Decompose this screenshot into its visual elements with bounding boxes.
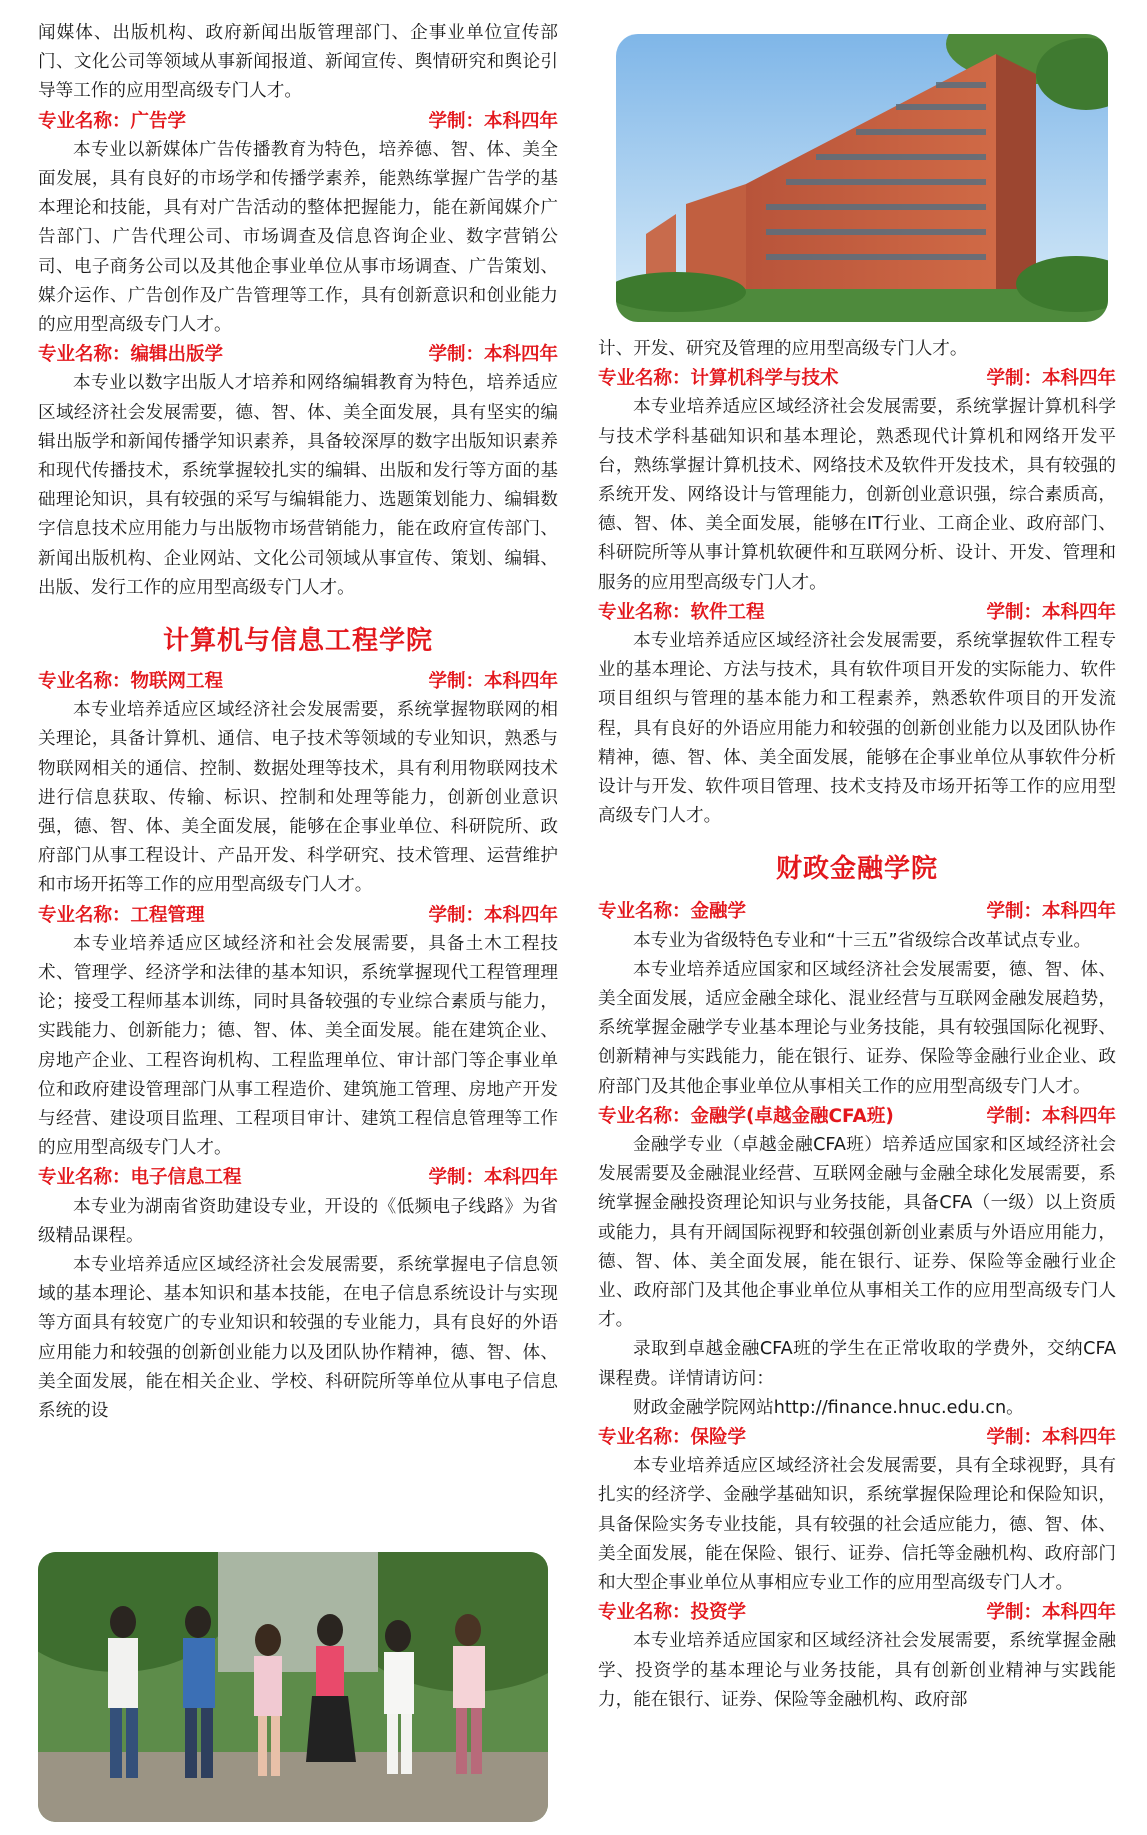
major-duration: 学制：本科四年 bbox=[986, 1427, 1116, 1449]
right-column bbox=[598, 335, 1116, 1715]
major-block bbox=[598, 1102, 1116, 1423]
major-description: 本专业培养适应区域经济社会发展需要，系统掌握电子信息领域的基本理论、基本知识和基本技能，在电子信息系统设计与实现等方面具有较宽广的专业知识和较强的专业能力，具有良好的外语应用能力和较强的创新创业能力以及团队协作精神，德、智、体、美全面发展，能在相关企业、学校、科研院所等单位从事电子信息系统的设 bbox=[38, 1255, 558, 1422]
major-description: 本专业培养适应区域经济和社会发展需要，具备土木工程技术、管理学、经济学和法律的基本知识，系统掌握现代工程管理理论；接受工程师基本训练，同时具备较强的专业综合素质与能力，实践能力、创新能力；德、智、体、美全面发展。能在建筑企业、房地产企业、工程咨询机构、工程监理单位、审计部门等企事业单位和政府建设管理部门从事工程造价、建筑施工管理、房地产开发与经营、建设项目监理、工程项目审计、建筑工程信息管理等工作的应用型高级专门人才。 bbox=[38, 933, 558, 1159]
major-description: 本专业为湖南省资助建设专业，开设的《低频电子线路》为省级精品课程。 bbox=[38, 1196, 558, 1246]
left-column bbox=[38, 19, 558, 1426]
major-duration: 学制：本科四年 bbox=[986, 1602, 1116, 1624]
major-description: 本专业培养适应区域经济社会发展需要，系统掌握计算机科学与技术学科基础知识和基本理论，熟悉现代计算机和网络开发平台，熟练掌握计算机技术、网络技术及软件开发技术，具有较强的系统开发、网络设计与管理能力，创新创业意识强，综合素质高，德、智、体、美全面发展，能够在IT行业、工商企业、政府部门、科研院所等从事计算机软硬件和互联网分析、设计、开发、管理和服务的应用型高级专门人才。 bbox=[598, 397, 1116, 593]
major-duration: 学制：本科四年 bbox=[986, 601, 1116, 623]
major-description: 本专业以数字出版人才培养和网络编辑教育为特色，培养适应区域经济社会发展需要，德、智、体、美全面发展，具有坚实的编辑出版学和新闻传播学知识素养，具备较深厚的数字出版知识素养和现代传播技术，系统掌握较扎实的编辑、出版和发行等方面的基础理论知识，具有较强的采写与编辑能力、选题策划能力、编辑数字信息技术应用能力与出版物市场营销能力，能在政府宣传部门、新闻出版机构、企业网站、文化公司领域从事宣传、策划、编辑、出版、发行工作的应用型高级专门人才。 bbox=[38, 373, 558, 598]
major-block bbox=[38, 340, 558, 603]
major-block bbox=[598, 1423, 1116, 1598]
major-name: 专业名称：金融学(卓越金融CFA班) bbox=[598, 1105, 894, 1127]
college-title: 计算机与信息工程学院 bbox=[162, 626, 433, 657]
major-description: 金融学专业（卓越金融CFA班）培养适应国家和区域经济社会发展需要及金融混业经营、互联网金融与金融全球化发展需要，系统掌握金融投资理论知识与业务技能，具备CFA（一级）以上资质或能力，具有开阔国际视野和较强创新创业素质与外语应用能力，德、智、体、美全面发展，能在银行、证券、保险等金融行业企业、政府部门及其他企事业单位从事相关工作的应用型高级专门人才。 bbox=[598, 1135, 1116, 1331]
intro-text: 闻媒体、出版机构、政府新闻出版管理部门、企事业单位宣传部门、文化公司等领域从事新闻报道、新闻宣传、舆情研究和舆论引导等工作的应用型高级专门人才。 bbox=[38, 23, 558, 102]
major-block bbox=[598, 897, 1116, 1101]
major-block bbox=[38, 901, 558, 1164]
major-name: 专业名称：金融学 bbox=[598, 901, 747, 923]
major-description: 本专业培养适应区域经济社会发展需要，具有全球视野，具有扎实的经济学、金融学基础知识，系统掌握保险理论和保险知识，具备保险实务专业技能，具有较强的社会适应能力，德、智、体、美全面发展，能在保险、银行、证券、信托等金融机构、政府部门和大型企事业单位从事相应专业工作的应用型高级专门人才。 bbox=[598, 1456, 1116, 1594]
major-description: 本专业为省级特色专业和“十三五”省级综合改革试点专业。 bbox=[633, 930, 1092, 951]
major-block bbox=[38, 107, 558, 341]
major-name: 专业名称：电子信息工程 bbox=[38, 1167, 242, 1189]
major-name: 专业名称：编辑出版学 bbox=[38, 344, 224, 366]
campus-building-photo bbox=[616, 34, 1108, 322]
major-description: 录取到卓越金融CFA班的学生在正常收取的学费外，交纳CFA课程费。详情请访问： bbox=[598, 1339, 1116, 1389]
major-duration: 学制：本科四年 bbox=[986, 368, 1116, 390]
major-duration: 学制：本科四年 bbox=[986, 1105, 1116, 1127]
major-description: 本专业培养适应国家和区域经济社会发展需要，系统掌握金融学、投资学的基本理论与业务技能，具有创新创业精神与实践能力，能在银行、证券、保险等金融机构、政府部 bbox=[598, 1631, 1116, 1710]
website-link[interactable]: 财政金融学院网站http://finance.hnuc.edu.cn。 bbox=[633, 1397, 1024, 1418]
major-name: 专业名称：投资学 bbox=[598, 1602, 747, 1624]
major-duration: 学制：本科四年 bbox=[428, 904, 558, 926]
college-title: 财政金融学院 bbox=[775, 854, 938, 885]
major-description: 本专业培养适应区域经济社会发展需要，系统掌握物联网的相关理论，具备计算机、通信、电子技术等领域的专业知识，熟悉与物联网相关的通信、控制、数据处理等技术，具有利用物联网技术进行信息获取、传输、标识、控制和处理等能力，创新创业意识强，德、智、体、美全面发展，能够在企事业单位、科研院所、政府部门从事工程设计、产品开发、科学研究、技术管理、运营维护和市场开拓等工作的应用型高级专门人才。 bbox=[38, 700, 558, 896]
major-block bbox=[598, 598, 1116, 832]
major-block bbox=[38, 667, 558, 901]
students-walking-photo bbox=[38, 1552, 548, 1822]
major-description: 本专业培养适应国家和区域经济社会发展需要，德、智、体、美全面发展，适应金融全球化、混业经营与互联网金融发展趋势，系统掌握金融学专业基本理论与业务技能，具有较强国际化视野、创新精神与实践能力，能在银行、证券、保险等金融行业企业、政府部门及其他企事业单位从事相关工作的应用型高级专门人才。 bbox=[598, 959, 1116, 1097]
major-duration: 学制：本科四年 bbox=[428, 1167, 558, 1189]
major-name: 专业名称：广告学 bbox=[38, 110, 187, 132]
major-duration: 学制：本科四年 bbox=[428, 110, 558, 132]
major-duration: 学制：本科四年 bbox=[986, 901, 1116, 923]
major-block bbox=[598, 1598, 1116, 1715]
major-description: 本专业以新媒体广告传播教育为特色，培养德、智、体、美全面发展，具有良好的市场学和传播学素养，能熟练掌握广告学的基本理论和技能，具有对广告活动的整体把握能力，能在新闻媒介广告部门、广告代理公司、市场调查及信息咨询企业、数字营销公司、电子商务公司以及其他企事业单位从事市场调查、广告策划、媒介运作、广告创作及广告管理等工作，具有创新意识和创业能力的应用型高级专门人才。 bbox=[38, 139, 558, 336]
major-block bbox=[598, 364, 1116, 598]
major-duration: 学制：本科四年 bbox=[428, 344, 558, 366]
major-name: 专业名称：计算机科学与技术 bbox=[598, 368, 839, 390]
major-name: 专业名称：工程管理 bbox=[38, 904, 205, 926]
major-duration: 学制：本科四年 bbox=[428, 671, 558, 693]
major-name: 专业名称：物联网工程 bbox=[38, 671, 224, 693]
intro-text: 计、开发、研究及管理的应用型高级专门人才。 bbox=[598, 339, 968, 359]
major-name: 专业名称：保险学 bbox=[598, 1427, 747, 1449]
major-name: 专业名称：软件工程 bbox=[598, 601, 765, 623]
major-block bbox=[38, 1163, 558, 1426]
major-description: 本专业培养适应区域经济社会发展需要，系统掌握软件工程专业的基本理论、方法与技术，具有软件项目开发的实际能力、软件项目组织与管理的基本能力和工程素养，熟悉软件项目的开发流程，具有良好的外语应用能力和较强的创新创业能力以及团队协作精神，德、智、体、美全面发展，能够在企事业单位从事软件分析设计与开发、软件项目管理、技术支持及市场开拓等工作的应用型高级专门人才。 bbox=[598, 631, 1116, 827]
